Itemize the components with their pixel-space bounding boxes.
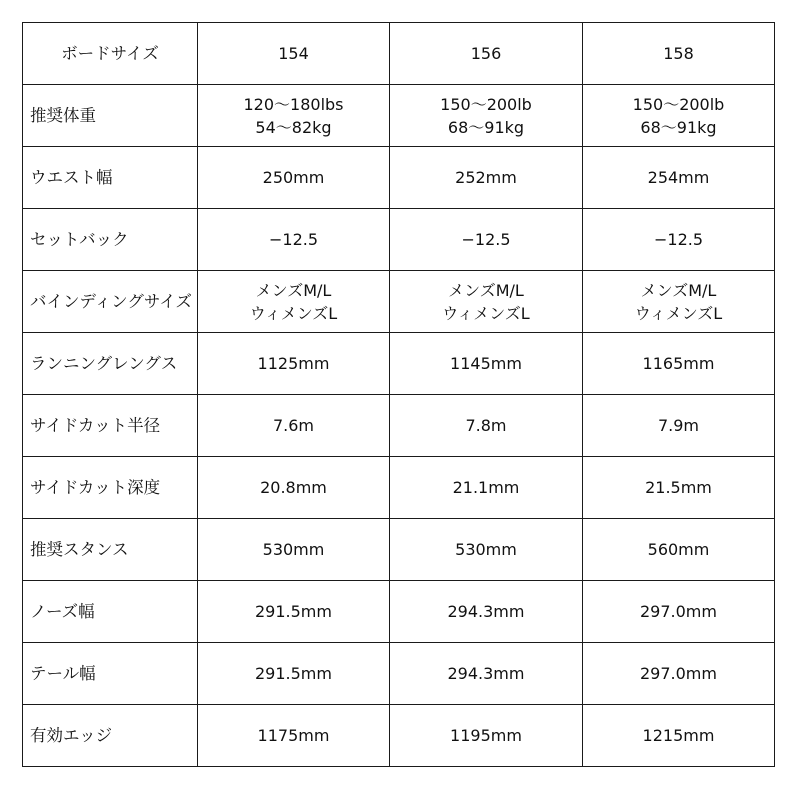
- spec-value: 254mm: [647, 168, 710, 187]
- table-row: [23, 333, 775, 395]
- spec-value-cell: [583, 85, 775, 147]
- spec-value-cell: [583, 519, 775, 581]
- row-label: サイドカット半径: [23, 395, 198, 457]
- spec-value: 1195mm: [450, 726, 522, 745]
- spec-value-cell: [390, 581, 583, 643]
- spec-value: 21.5mm: [645, 478, 712, 497]
- spec-value: 1215mm: [642, 726, 715, 745]
- spec-value-cell: [198, 333, 390, 395]
- spec-value: 1165mm: [642, 354, 715, 373]
- table-row: [23, 705, 775, 767]
- spec-value: 7.9m: [657, 416, 700, 435]
- spec-value: 291.5mm: [255, 602, 332, 621]
- board-size-header: ボードサイズ: [23, 23, 198, 85]
- spec-value: 68～91kg: [447, 117, 525, 137]
- spec-value-cell: [390, 147, 583, 209]
- spec-value: 54～82kg: [255, 117, 332, 137]
- spec-value-cell: [390, 209, 583, 271]
- row-label: ランニングレングス: [23, 333, 198, 395]
- spec-value: 297.0mm: [640, 664, 717, 683]
- row-label: テール幅: [23, 643, 198, 705]
- spec-value-cell: [390, 643, 583, 705]
- spec-value: ウィメンズL: [249, 303, 338, 323]
- spec-value: 7.6m: [272, 416, 315, 435]
- spec-value: 530mm: [455, 540, 517, 559]
- row-label: サイドカット深度: [23, 457, 198, 519]
- spec-value: 530mm: [262, 540, 325, 559]
- spec-value: −12.5: [653, 230, 704, 249]
- row-label: 推奨体重: [23, 85, 198, 147]
- row-label: 有効エッジ: [23, 705, 198, 767]
- table-row: [23, 85, 775, 147]
- spec-value-cell: [583, 395, 775, 457]
- spec-value: 150～200lb: [632, 94, 725, 114]
- spec-value: −12.5: [268, 230, 319, 249]
- size-154-header: 154: [198, 23, 390, 85]
- spec-value-cell: [583, 581, 775, 643]
- spec-value: 560mm: [647, 540, 710, 559]
- row-label: ウエスト幅: [23, 147, 198, 209]
- spec-value: 1125mm: [257, 354, 330, 373]
- spec-value: 294.3mm: [447, 664, 525, 683]
- spec-value-cell: [198, 271, 390, 333]
- size-156-header: 156: [390, 23, 583, 85]
- spec-value: 7.8m: [465, 416, 507, 435]
- spec-value-cell: [390, 395, 583, 457]
- spec-value: 294.3mm: [447, 602, 525, 621]
- table-row: [23, 395, 775, 457]
- spec-value: ウィメンズL: [442, 303, 530, 323]
- spec-value-cell: [198, 85, 390, 147]
- spec-value-cell: [583, 147, 775, 209]
- table-row: [23, 581, 775, 643]
- spec-value: メンズM/L: [255, 280, 332, 300]
- spec-value-cell: [198, 643, 390, 705]
- spec-value-cell: [583, 705, 775, 767]
- header-row: [23, 23, 775, 85]
- spec-value-cell: [198, 457, 390, 519]
- spec-value: 250mm: [262, 168, 325, 187]
- spec-value-cell: [390, 271, 583, 333]
- row-label: ノーズ幅: [23, 581, 198, 643]
- spec-value-cell: [198, 705, 390, 767]
- spec-value: 291.5mm: [255, 664, 332, 683]
- spec-value: 68～91kg: [640, 117, 717, 137]
- spec-value-cell: [583, 457, 775, 519]
- spec-value: 1175mm: [257, 726, 330, 745]
- spec-value-cell: [198, 147, 390, 209]
- spec-value-cell: [390, 333, 583, 395]
- spec-value: 297.0mm: [640, 602, 717, 621]
- spec-value: メンズM/L: [448, 280, 524, 300]
- table-row: [23, 643, 775, 705]
- spec-value-cell: [198, 519, 390, 581]
- spec-value-cell: [198, 581, 390, 643]
- size-158-header: 158: [583, 23, 775, 85]
- board-spec-table: [22, 22, 775, 767]
- spec-value-cell: [583, 271, 775, 333]
- spec-value-cell: [583, 333, 775, 395]
- spec-value: 150～200lb: [440, 94, 532, 114]
- spec-value-cell: [390, 85, 583, 147]
- spec-table-body: [23, 23, 775, 767]
- row-label: バインディングサイズ: [23, 271, 198, 333]
- spec-value: 1145mm: [450, 354, 522, 373]
- spec-value-cell: [198, 395, 390, 457]
- spec-value-cell: [390, 519, 583, 581]
- spec-value: 120～180lbs: [243, 94, 344, 114]
- row-label: 推奨スタンス: [23, 519, 198, 581]
- spec-value-cell: [390, 705, 583, 767]
- spec-value: 21.1mm: [452, 478, 520, 497]
- spec-value: 252mm: [455, 168, 517, 187]
- table-row: [23, 519, 775, 581]
- table-row: [23, 147, 775, 209]
- spec-value: −12.5: [461, 230, 511, 249]
- spec-value: 20.8mm: [260, 478, 327, 497]
- table-row: [23, 209, 775, 271]
- spec-value: メンズM/L: [640, 280, 717, 300]
- spec-value: ウィメンズL: [634, 303, 723, 323]
- table-row: [23, 457, 775, 519]
- spec-value-cell: [583, 209, 775, 271]
- table-row: [23, 271, 775, 333]
- spec-value-cell: [390, 457, 583, 519]
- spec-value-cell: [583, 643, 775, 705]
- spec-value-cell: [198, 209, 390, 271]
- row-label: セットバック: [23, 209, 198, 271]
